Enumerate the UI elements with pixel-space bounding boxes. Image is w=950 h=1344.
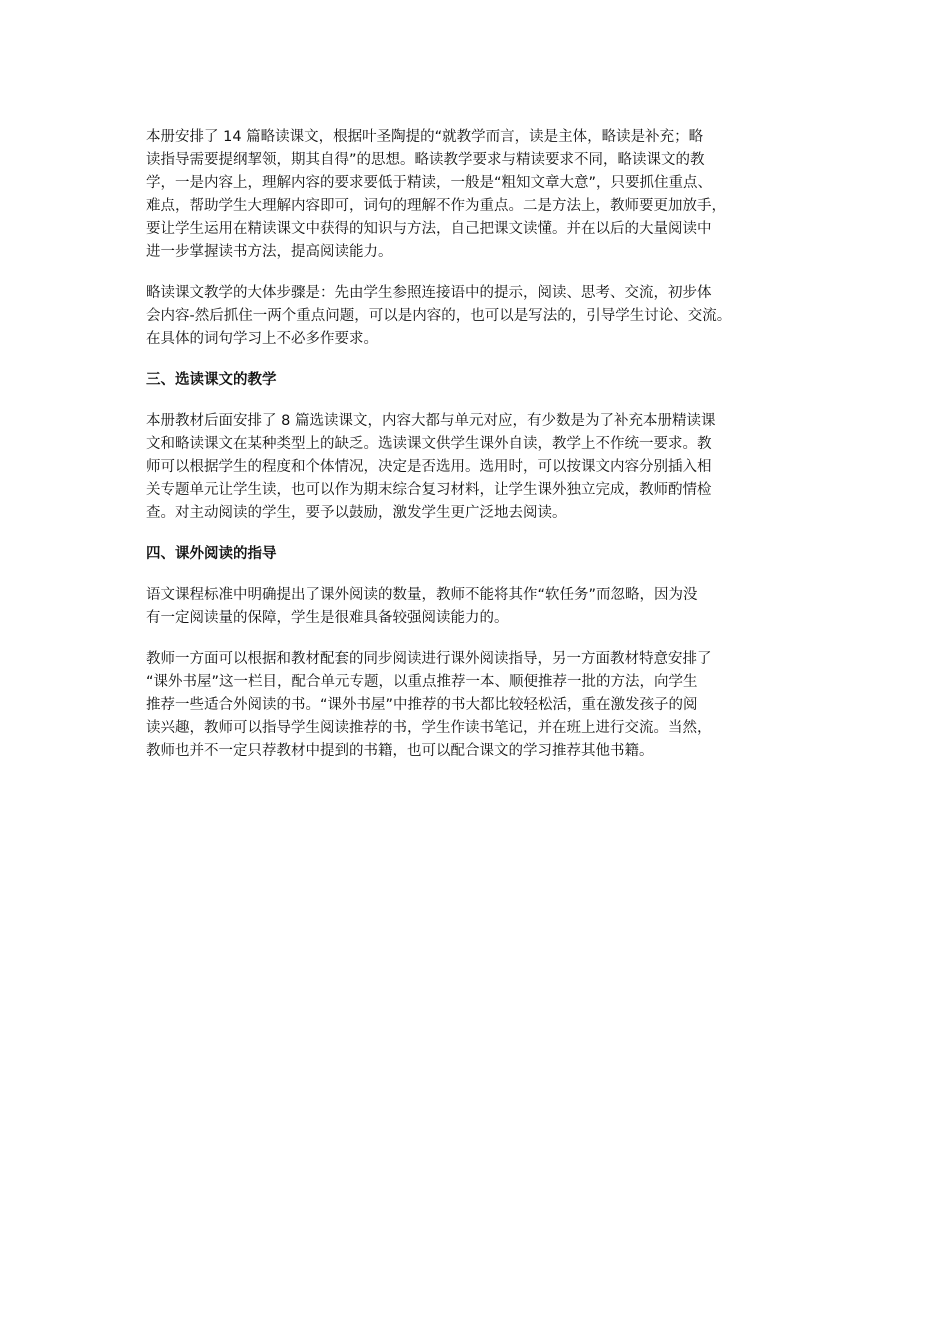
text-line: 难点，帮助学生大理解内容即可，词句的理解不作为重点。二是方法上，教师要更加放手， xyxy=(146,198,726,214)
text-line: 读指导需要提纲挈领，期其自得”的思想。略读教学要求与精读要求不同，略读课文的教 xyxy=(146,152,705,168)
text-line: 有一定阅读量的保障，学生是很难具备较强阅读能力的。 xyxy=(146,610,509,626)
text-line: 要让学生运用在精读课文中获得的知识与方法，自己把课文读懂。并在以后的大量阅读中 xyxy=(146,221,712,237)
text-line: 略读课文教学的大体步骤是：先由学生参照连接语中的提示，阅读、思考、交流，初步体 xyxy=(146,285,712,301)
text-line: 本册安排了 14 篇略读课文，根据叶圣陶提的“就教学而言，读是主体，略读是补充；略 xyxy=(146,129,704,145)
text-line: “课外书屋”这一栏目，配合单元专题，以重点推荐一本、顺便推荐一批的方法，向学生 xyxy=(146,674,698,690)
text-line: 本册教材后面安排了 8 篇选读课文，内容大都与单元对应，有少数是为了补充本册精读课 xyxy=(146,413,716,429)
text-line: 教师也并不一定只荐教材中提到的书籍，也可以配合课文的学习推荐其他书籍。 xyxy=(146,743,654,759)
text-line: 进一步掌握读书方法，提高阅读能力。 xyxy=(146,244,393,260)
text-line: 师可以根据学生的程度和个体情况，决定是否选用。选用时，可以按课文内容分别插入相 xyxy=(146,459,712,475)
paragraph-skim-reading-arrangement xyxy=(146,126,814,264)
text-line: 推荐一些适合外阅读的书。“课外书屋”中推荐的书大都比较轻松活，重在激发孩子的阅 xyxy=(146,697,698,713)
text-line: 读兴趣，教师可以指导学生阅读推荐的书，学生作读书笔记，并在班上进行交流。当然， xyxy=(146,720,712,736)
paragraph-book-recommendation xyxy=(146,648,814,763)
section-heading-extracurricular-reading: 四、课外阅读的指导 xyxy=(146,546,277,562)
paragraph-skim-reading-steps xyxy=(146,282,814,351)
text-line: 教师一方面可以根据和教材配套的同步阅读进行课外阅读指导，另一方面教材特意安排了 xyxy=(146,651,712,667)
text-line: 查。对主动阅读的学生，要予以鼓励，激发学生更广泛地去阅读。 xyxy=(146,505,567,521)
paragraph-reading-quantity xyxy=(146,584,814,630)
text-line: 在具体的词句学习上不必多作要求。 xyxy=(146,331,378,347)
document-page xyxy=(146,126,814,763)
section-heading-elective-reading: 三、选读课文的教学 xyxy=(146,372,277,388)
text-line: 语文课程标准中明确提出了课外阅读的数量，教师不能将其作“软任务”而忽略，因为没 xyxy=(146,587,698,603)
text-line: 会内容-然后抓住一两个重点问题，可以是内容的，也可以是写法的，引导学生讨论、交流。 xyxy=(146,308,732,324)
paragraph-elective-reading xyxy=(146,410,814,525)
text-line: 关专题单元让学生读，也可以作为期末综合复习材料，让学生课外独立完成，教师酌情检 xyxy=(146,482,712,498)
text-line: 文和略读课文在某种类型上的缺乏。选读课文供学生课外自读，教学上不作统一要求。教 xyxy=(146,436,712,452)
text-line: 学，一是内容上，理解内容的要求要低于精读，一般是“粗知文章大意”，只要抓住重点、 xyxy=(146,175,713,191)
